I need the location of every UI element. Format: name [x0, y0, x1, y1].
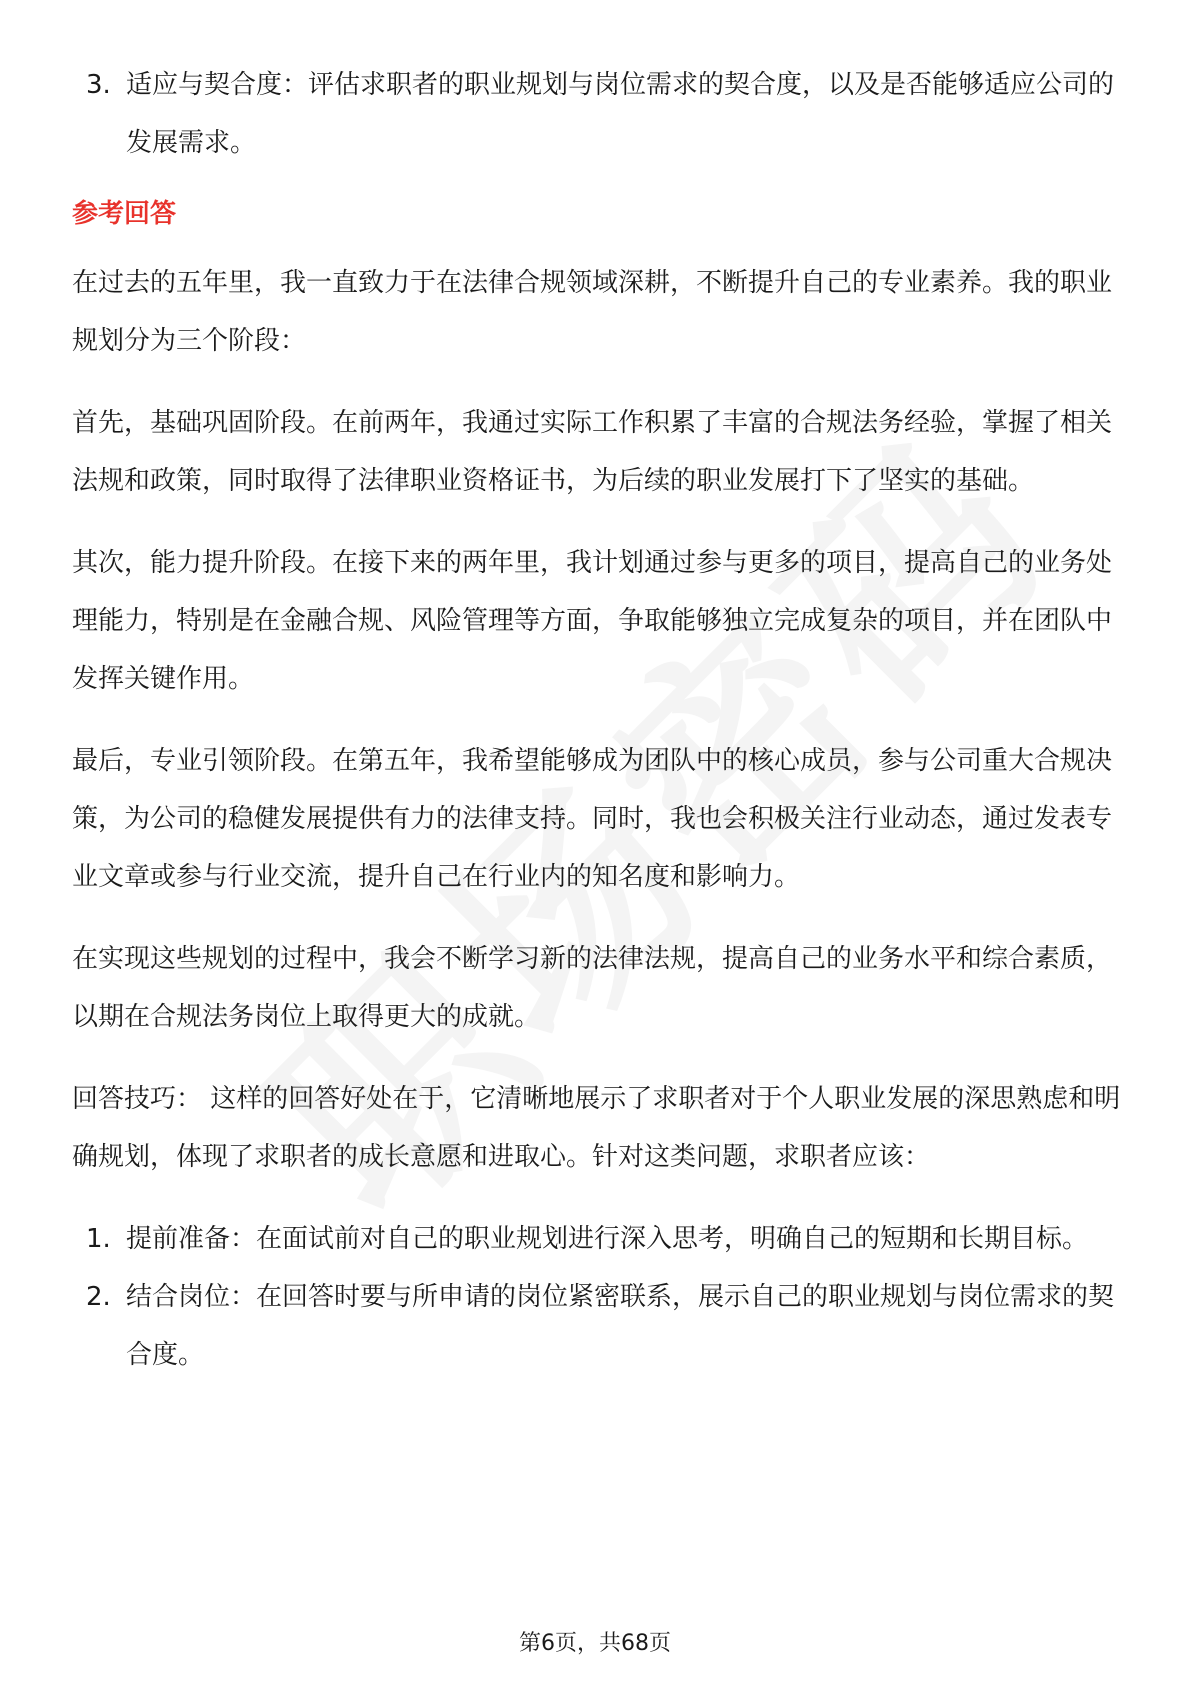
- paragraph: 其次，能力提升阶段。在接下来的两年里，我计划通过参与更多的项目，提高自己的业务处理能力，特别是在金融合规、风险管理等方面，争取能够独立完成复杂的项目，并在团队中发挥关键作用。: [72, 548, 1113, 694]
- list-item-text: 适应与契合度：评估求职者的职业规划与岗位需求的契合度，以及是否能够适应公司的发展需求。: [126, 70, 1115, 158]
- list-item: [72, 1268, 1122, 1384]
- paragraph: 首先，基础巩固阶段。在前两年，我通过实际工作积累了丰富的合规法务经验，掌握了相关法规和政策，同时取得了法律职业资格证书，为后续的职业发展打下了坚实的基础。: [72, 408, 1113, 496]
- list-item: [72, 56, 1122, 172]
- paragraph: 在实现这些规划的过程中，我会不断学习新的法律法规，提高自己的业务水平和综合素质，以期在合规法务岗位上取得更大的成就。: [72, 944, 1113, 1032]
- list-number: 3.: [86, 70, 111, 100]
- list-number: 2.: [86, 1282, 111, 1312]
- tips-list: [72, 1210, 1122, 1384]
- list-item-text: 提前准备：在面试前对自己的职业规划进行深入思考，明确自己的短期和长期目标。: [126, 1224, 1089, 1254]
- paragraph: 最后，专业引领阶段。在第五年，我希望能够成为团队中的核心成员，参与公司重大合规决策，为公司的稳健发展提供有力的法律支持。同时，我也会积极关注行业动态，通过发表专业文章或参与行业交流，提升自己在行业内的知名度和影响力。: [72, 746, 1113, 892]
- list-number: 1.: [86, 1224, 111, 1254]
- paragraph: 在过去的五年里，我一直致力于在法律合规领域深耕，不断提升自己的专业素养。我的职业规划分为三个阶段：: [72, 268, 1113, 356]
- list-item: [72, 1210, 1122, 1268]
- page-footer: 第6页，共68页: [519, 1631, 671, 1656]
- page-content: [72, 56, 1122, 1384]
- section-heading: 参考回答: [72, 199, 177, 229]
- list-item-text: 结合岗位：在回答时要与所申请的岗位紧密联系，展示自己的职业规划与岗位需求的契合度。: [126, 1282, 1115, 1370]
- paragraph: 回答技巧： 这样的回答好处在于，它清晰地展示了求职者对于个人职业发展的深思熟虑和明确规划，体现了求职者的成长意愿和进取心。针对这类问题，求职者应该：: [72, 1084, 1121, 1172]
